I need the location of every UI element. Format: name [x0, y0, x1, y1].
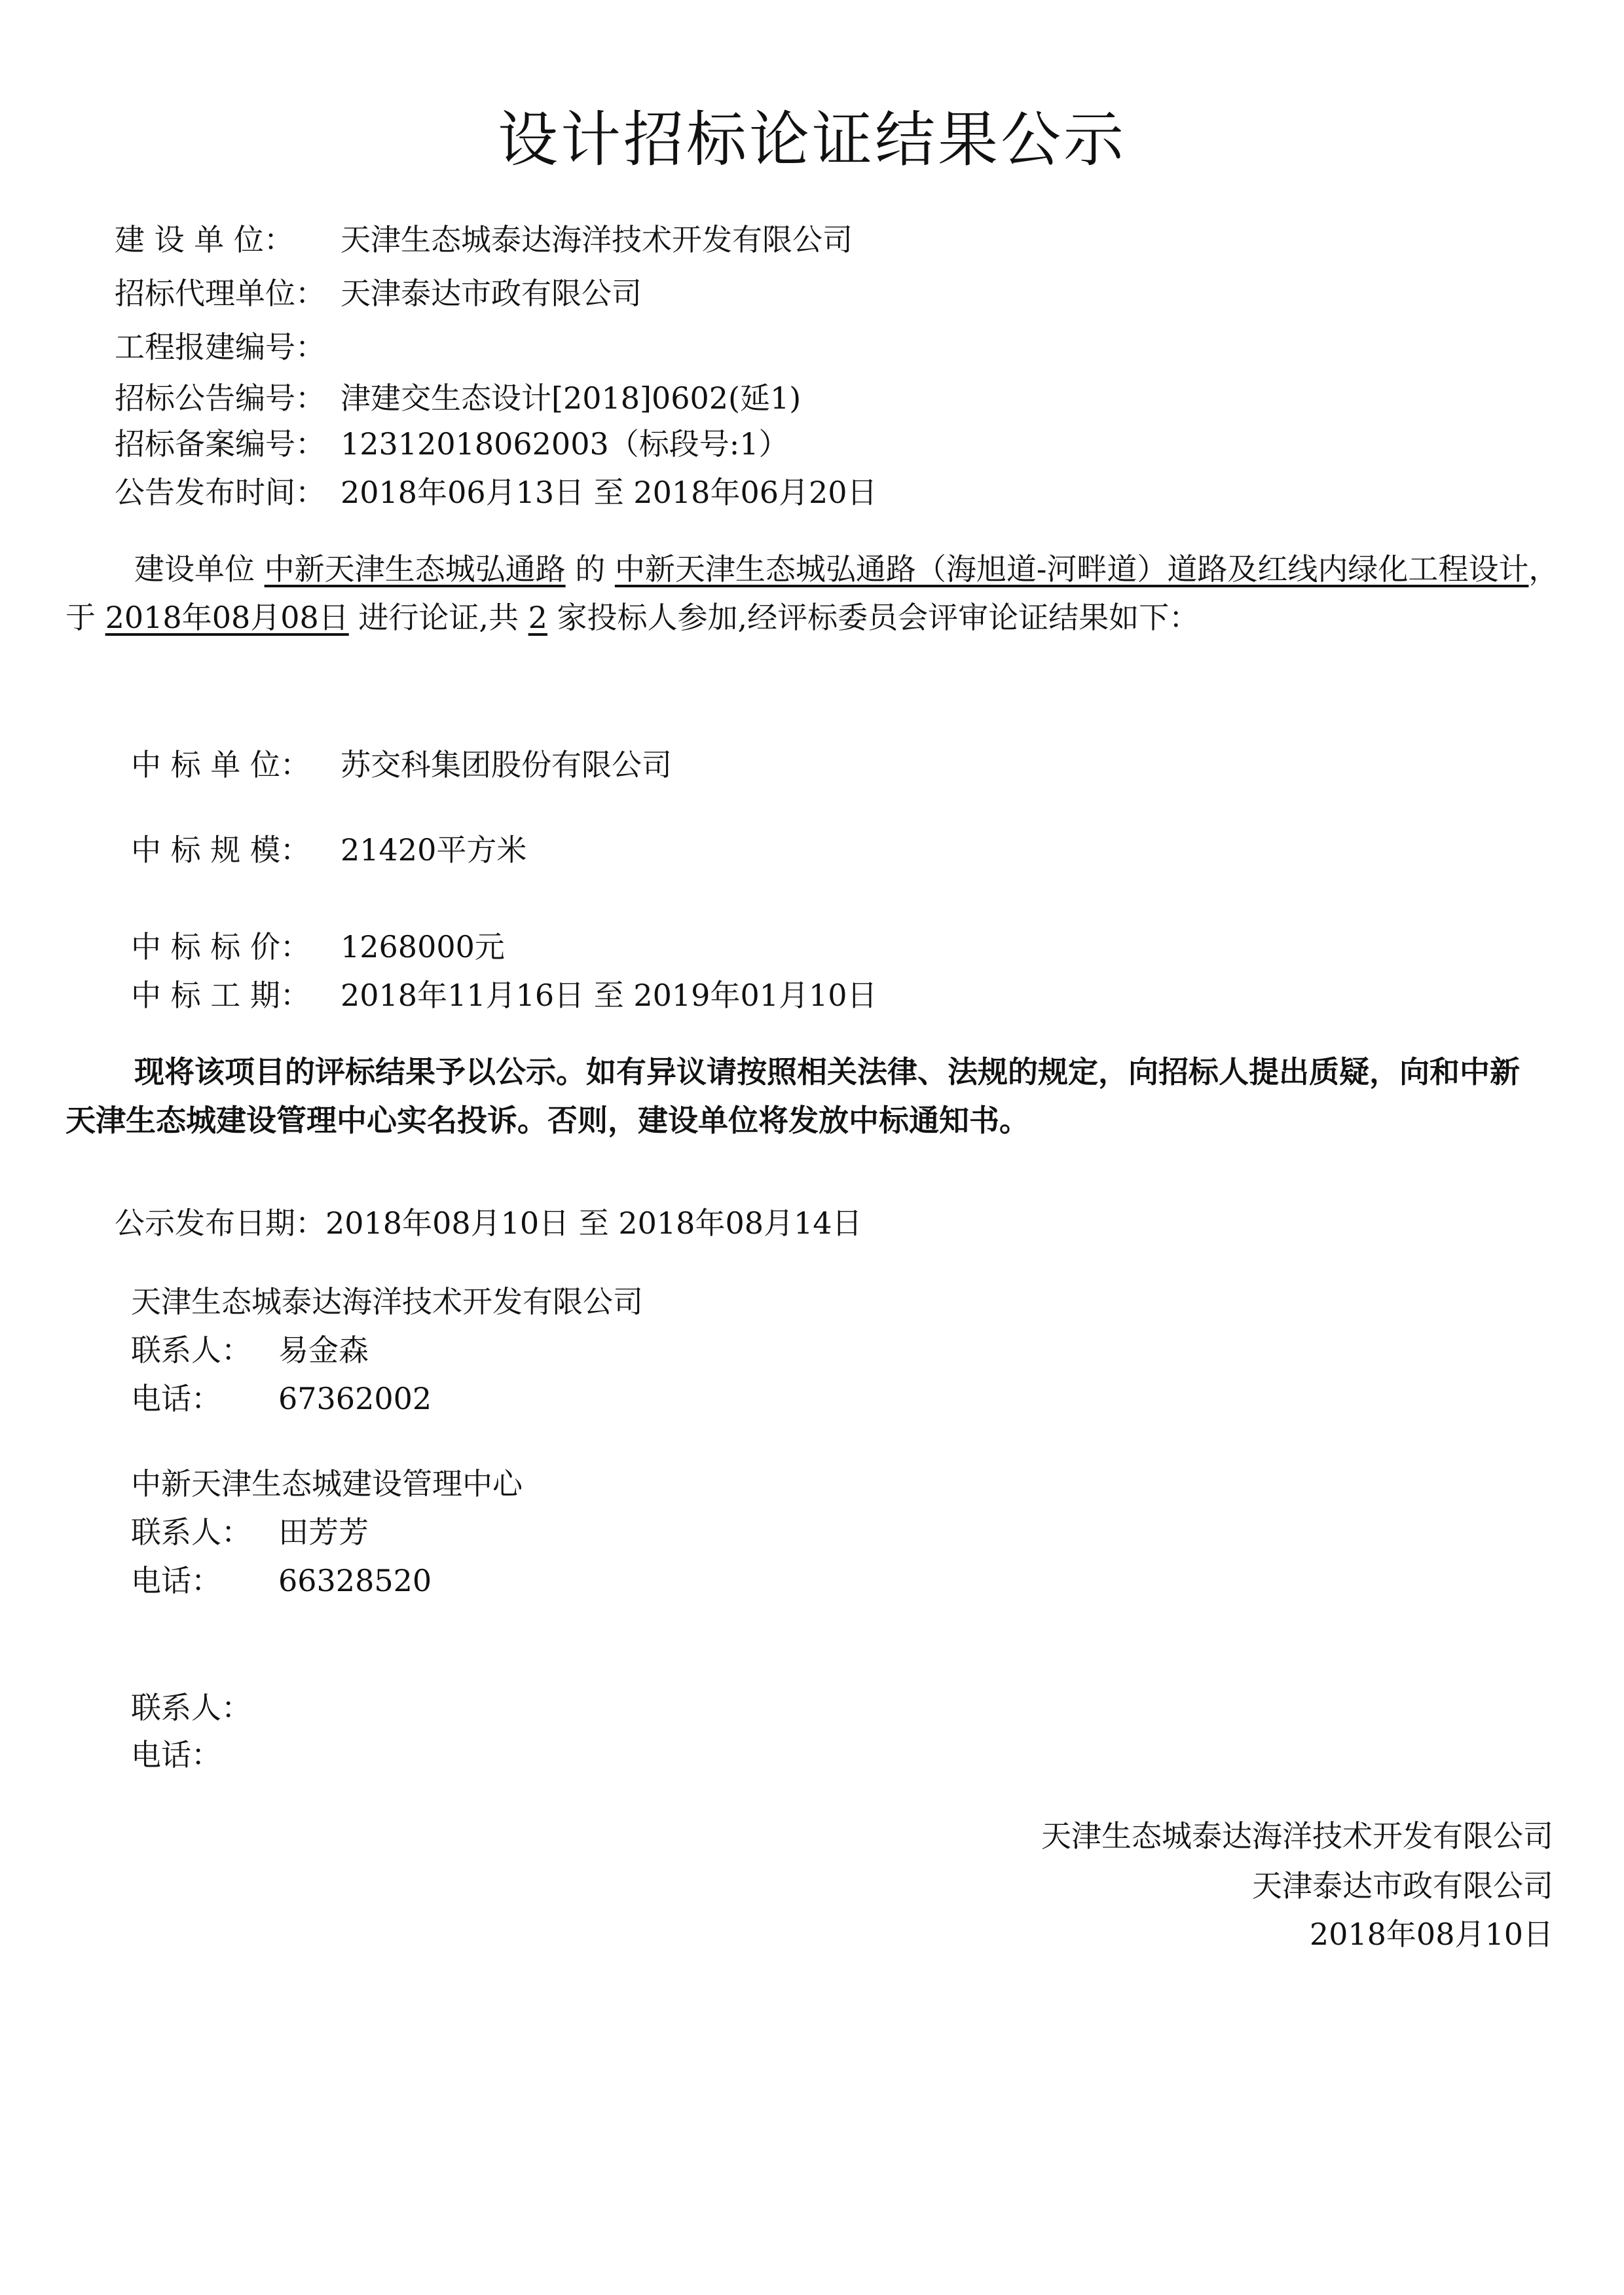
header-value: 12312018062003（标段号:1）: [341, 426, 789, 462]
header-label: 建 设 单 位：: [115, 222, 294, 257]
para-text: ，于: [65, 551, 1559, 635]
contact-phone-number: 67362002: [278, 1381, 432, 1416]
objection-notice: [65, 1048, 1532, 1145]
para-text: 的: [565, 551, 615, 587]
contact-person-name: 田芳芳: [278, 1515, 369, 1550]
contact-person-2: [131, 1509, 369, 1552]
owner-name: 中新天津生态城弘通路: [264, 551, 566, 587]
contact-phone-label: 电话：: [131, 1563, 221, 1598]
header-line-agent: [115, 270, 642, 313]
contact-phone-label: 电话：: [131, 1381, 221, 1416]
signature-org-1: 天津生态城泰达海洋技术开发有限公司: [1041, 1818, 1553, 1854]
contact-person-label: 联系人：: [131, 1690, 251, 1725]
header-label: 招标备案编号：: [115, 426, 325, 462]
evaluation-date: 2018年08月08日: [105, 600, 349, 635]
contact-phone-2: [131, 1557, 432, 1600]
header-line-builder: [115, 216, 853, 259]
contact-phone-number: 66328520: [278, 1563, 432, 1598]
result-duration: [131, 972, 877, 1015]
contact-phone-1: [131, 1375, 432, 1418]
result-value: 2018年11月16日 至 2019年01月10日: [341, 978, 877, 1013]
result-value: 苏交科集团股份有限公司: [341, 747, 672, 782]
header-label: 招标公告编号：: [115, 380, 325, 416]
contact-person-3: [131, 1684, 278, 1727]
result-label: 中 标 规 模：: [131, 832, 310, 868]
page-title: 设计招标论证结果公示: [497, 105, 1126, 175]
contact-org-1: 天津生态城泰达海洋技术开发有限公司: [131, 1284, 643, 1319]
signature-date: 2018年08月10日: [1309, 1917, 1553, 1952]
result-value: 1268000元: [341, 929, 505, 964]
contact-phone-3: [131, 1731, 278, 1774]
result-scale: [131, 826, 526, 870]
contact-person-label: 联系人：: [131, 1515, 251, 1550]
para-text: 建设单位: [134, 551, 265, 587]
header-value: 2018年06月13日 至 2018年06月20日: [341, 475, 877, 510]
header-label: 招标代理单位：: [115, 276, 325, 311]
publish-period: 公示发布日期：2018年08月10日 至 2018年08月14日: [115, 1205, 862, 1241]
contact-phone-label: 电话：: [131, 1737, 221, 1772]
result-label: 中 标 单 位：: [131, 747, 310, 782]
header-line-announcement-no: [115, 375, 801, 418]
result-price: [131, 923, 505, 966]
project-name: 中新天津生态城弘通路（海旭道-河畔道）道路及红线内绿化工程设计: [614, 551, 1529, 587]
header-value: 天津泰达市政有限公司: [341, 276, 642, 311]
header-line-record-no: [115, 420, 789, 464]
contact-person-label: 联系人：: [131, 1332, 251, 1368]
bidder-count: 2: [528, 600, 547, 635]
intro-paragraph: [65, 545, 1565, 642]
notice-text: 现将该项目的评标结果予以公示。如有异议请按照相关法律、法规的规定，向招标人提出质疑，向和中新天津生态城建设管理中心实名投诉。否则，建设单位将发放中标通知书。: [65, 1054, 1520, 1138]
contact-org-2: 中新天津生态城建设管理中心: [131, 1466, 523, 1501]
result-value: 21420平方米: [341, 832, 527, 868]
result-label: 中 标 工 期：: [131, 978, 310, 1013]
header-label: 公告发布时间：: [115, 475, 325, 510]
header-value: 天津生态城泰达海洋技术开发有限公司: [341, 222, 853, 257]
header-line-registration: [115, 323, 341, 367]
signature-org-2: 天津泰达市政有限公司: [1252, 1868, 1553, 1903]
para-text: 进行论证,共: [348, 600, 528, 635]
contact-person-name: 易金森: [278, 1332, 369, 1368]
header-label: 工程报建编号：: [115, 329, 325, 365]
header-value: 津建交生态设计[2018]0602(延1): [341, 380, 802, 416]
result-label: 中 标 标 价：: [131, 929, 310, 964]
result-winner: [131, 741, 672, 784]
contact-person-1: [131, 1327, 369, 1370]
para-text: 家投标人参加,经评标委员会评审论证结果如下：: [547, 600, 1200, 635]
header-line-announcement-period: [115, 469, 877, 512]
